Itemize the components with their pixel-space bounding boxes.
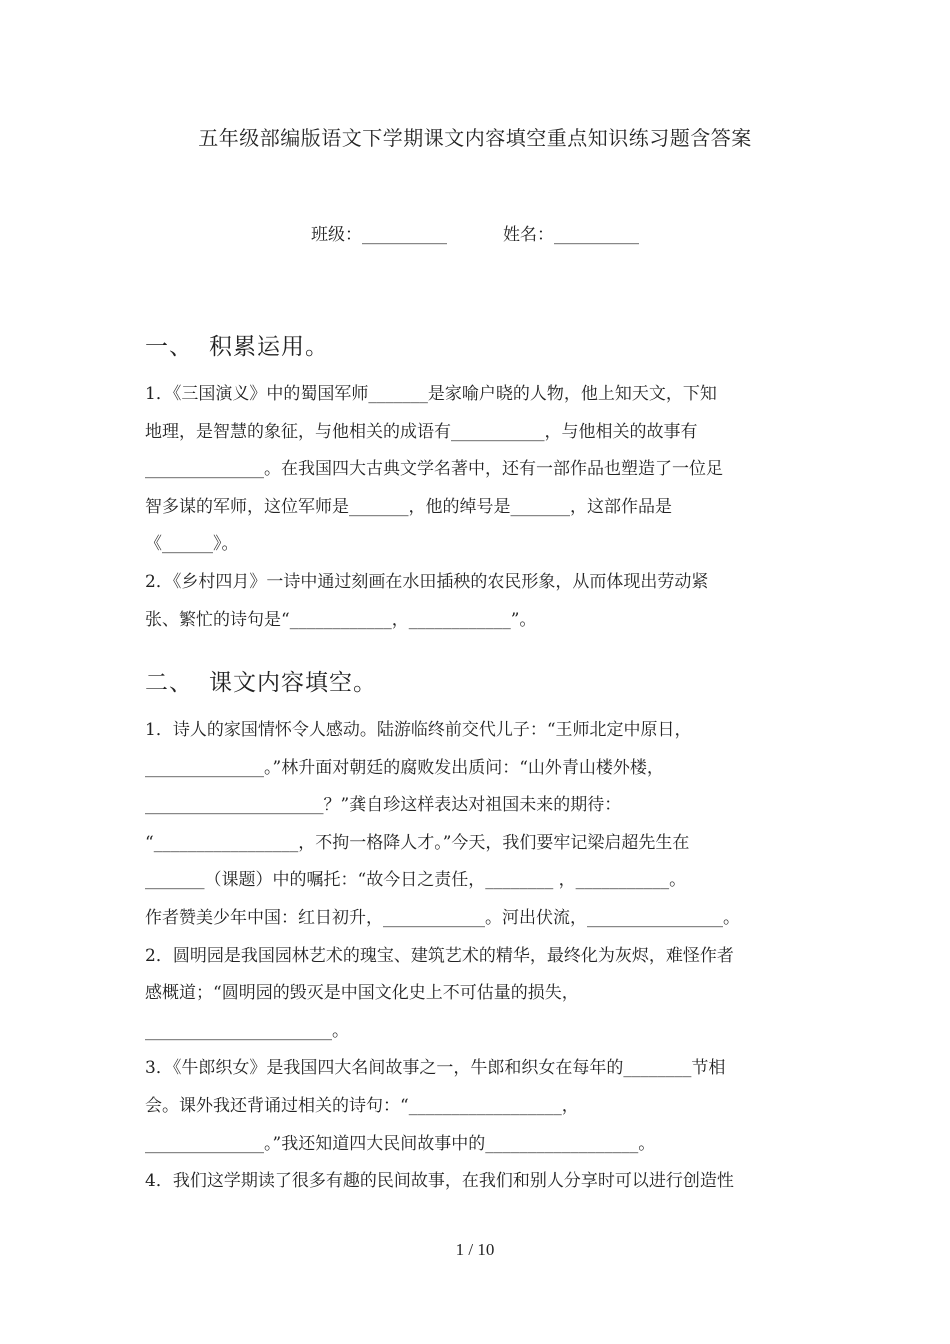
text-line: _______（课题）中的嘱托：“故今日之责任，________ ，___________。 — [145, 870, 687, 891]
text-line: _____________________？”龚自珍这样表达对祖国未来的期待： — [145, 795, 622, 816]
text-line: 作者赞美少年中国：红日初升，____________。河出伏流，________________。 — [145, 907, 740, 928]
section-2-heading — [145, 664, 377, 697]
text-line: ______________。”我还知道四大民间故事中的__________________。 — [145, 1133, 656, 1154]
page-number: 1 / 10 — [455, 1240, 495, 1259]
text-line: 2．圆明园是我国园林艺术的瑰宝、建筑艺术的精华，最终化为灰烬，难怪作者 — [145, 945, 734, 966]
text-line: 2．《乡村四月》一诗中通过刻画在水田插秧的农民形象，从而体现出劳动紧 — [145, 571, 709, 592]
section-2-title: 课文内容填空。 — [209, 670, 377, 696]
text-line: 4．我们这学期读了很多有趣的民间故事，在我们和别人分享时可以进行创造性 — [145, 1171, 734, 1192]
section-1-heading — [145, 328, 329, 361]
section-1-number: 一、 — [145, 334, 193, 360]
section-1-body — [145, 376, 825, 639]
text-line: “_________________，不拘一格降人才。”今天，我们要牢记梁启超先生在 — [145, 832, 690, 853]
text-line: 张、繁忙的诗句是“____________，____________”。 — [145, 609, 537, 630]
text-line: 感概道；“圆明园的毁灭是中国文化史上不可估量的损失， — [145, 983, 579, 1004]
text-line: 3．《牛郎织女》是我国四大名间故事之一，牛郎和织女在每年的________节相 — [145, 1058, 726, 1079]
text-line: 《______》。 — [145, 534, 239, 555]
text-line: 1．诗人的家国情怀令人感动。陆游临终前交代儿子：“王师北定中原日， — [145, 720, 692, 740]
text-line: 地理，是智慧的象征，与他相关的成语有___________，与他相关的故事有 — [145, 421, 698, 442]
section-2-number: 二、 — [145, 670, 193, 696]
text-line: ______________。”林升面对朝廷的腐败发出质问：“山外青山楼外楼， — [145, 757, 664, 778]
page-title: 五年级部编版语文下学期课文内容填空重点知识练习题含答案 — [198, 126, 752, 150]
student-info-line — [0, 220, 950, 245]
section-2-body — [145, 712, 825, 1201]
text-line: ______________。在我国四大古典文学名著中，还有一部作品也塑造了一位足 — [145, 459, 723, 480]
class-field-label: 班级：__________ — [311, 225, 447, 245]
name-field-label: 姓名：__________ — [503, 225, 639, 245]
text-line: 智多谋的军师，这位军师是_______，他的绰号是_______，这部作品是 — [145, 496, 672, 517]
text-line: 会。课外我还背诵过相关的诗句：“__________________， — [145, 1095, 579, 1116]
section-1-title: 积累运用。 — [209, 334, 329, 360]
text-line: 1．《三国演义》中的蜀国军师_______是家喻户晓的人物，他上知天文，下知 — [145, 384, 717, 404]
text-line: ______________________。 — [145, 1020, 349, 1041]
